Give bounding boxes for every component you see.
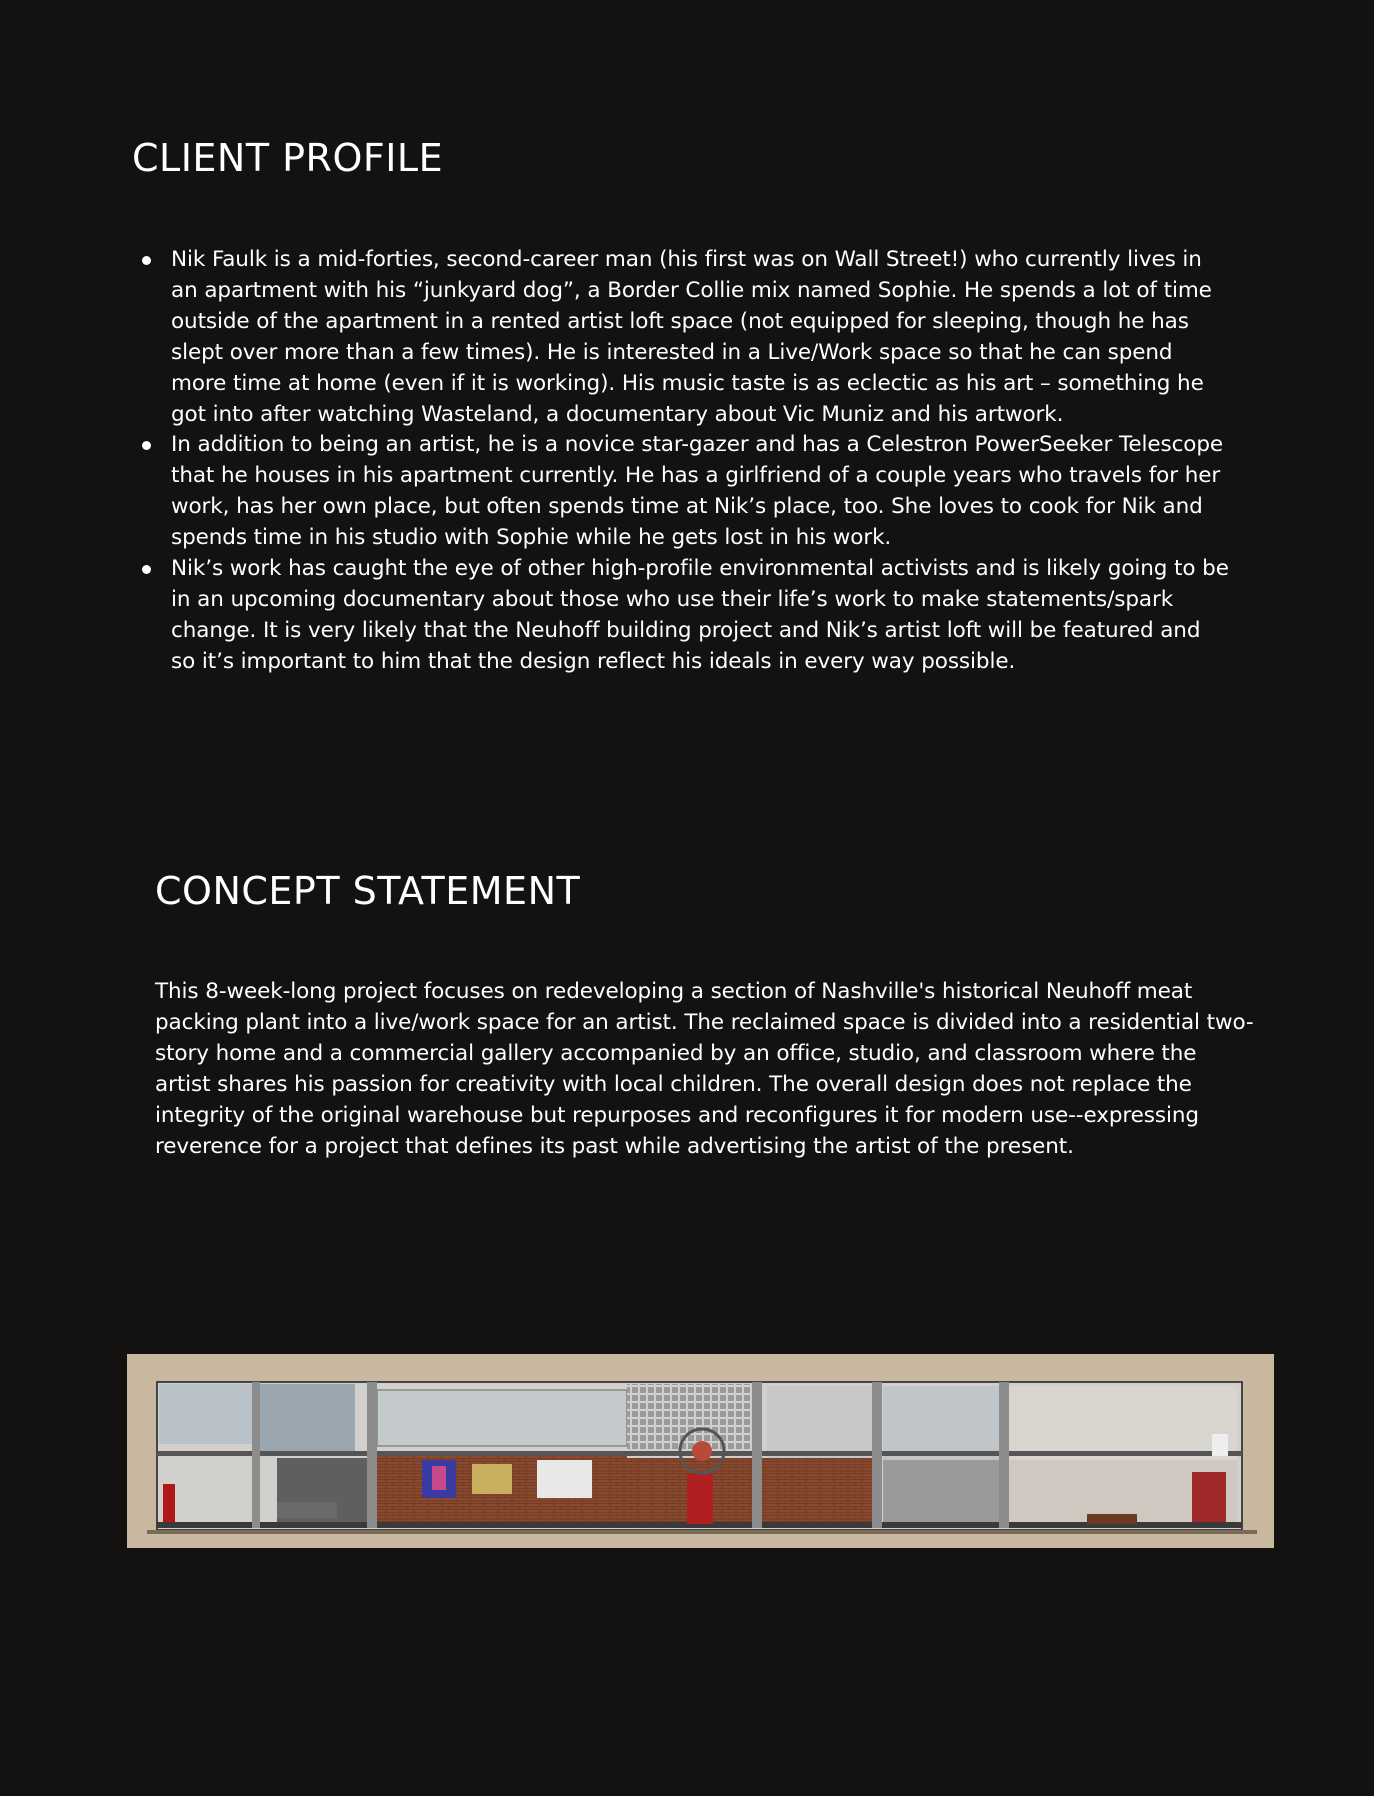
concept-statement-heading: CONCEPT STATEMENT xyxy=(155,869,581,913)
list-item-text: Nik Faulk is a mid-forties, second-career man (his first was on Wall Street!) who currently lives in an apartment with his “junkyard dog”, a Border Collie mix named Sophie. He spends a lot of time outside of the apartment in a rented artist loft space (not equipped for sleeping, though he has slept over more than a few times). He is interested in a Live/Work space so that he can spend more time at home (even if it is working). His music taste is as eclectic as his art – something he got into after watching Wasteland, a documentary about Vic Muniz and his artwork. xyxy=(171,247,1212,427)
bullet-icon xyxy=(142,256,151,265)
list-item xyxy=(139,245,1229,430)
list-item-text: Nik’s work has caught the eye of other high-profile environmental activists and is likely going to be in an upcoming documentary about those who use their life’s work to make statements/spark change. It is very likely that the Neuhoff building project and Nik’s artist loft will be featured and so it’s important to him that the design reflect his ideals in every way possible. xyxy=(171,556,1229,674)
client-profile-list xyxy=(139,245,1229,678)
list-item xyxy=(139,430,1229,554)
bullet-icon xyxy=(142,441,151,450)
bullet-icon xyxy=(142,565,151,574)
building-section-rendering xyxy=(127,1354,1274,1548)
list-item-text: In addition to being an artist, he is a novice star-gazer and has a Celestron PowerSeeker Telescope that he houses in his apartment currently. He has a girlfriend of a couple years who travels for her work, has her own place, but often spends time at Nik’s place, too. She loves to cook for Nik and spends time in his studio with Sophie while he gets lost in his work. xyxy=(171,432,1224,551)
client-profile-heading: CLIENT PROFILE xyxy=(132,136,444,180)
concept-statement-body: This 8-week-long project focuses on redeveloping a section of Nashville's historical Neuhoff meat packing plant into a live/work space for an artist. The reclaimed space is divided into a residential two-story home and a commercial gallery accompanied by an office, studio, and classroom where the artist shares his passion for creativity with local children. The overall design does not replace the integrity of the original warehouse but repurposes and reconfigures it for modern use--expressing reverence for a project that defines its past while advertising the artist of the present. xyxy=(155,979,1254,1159)
list-item xyxy=(139,554,1229,678)
